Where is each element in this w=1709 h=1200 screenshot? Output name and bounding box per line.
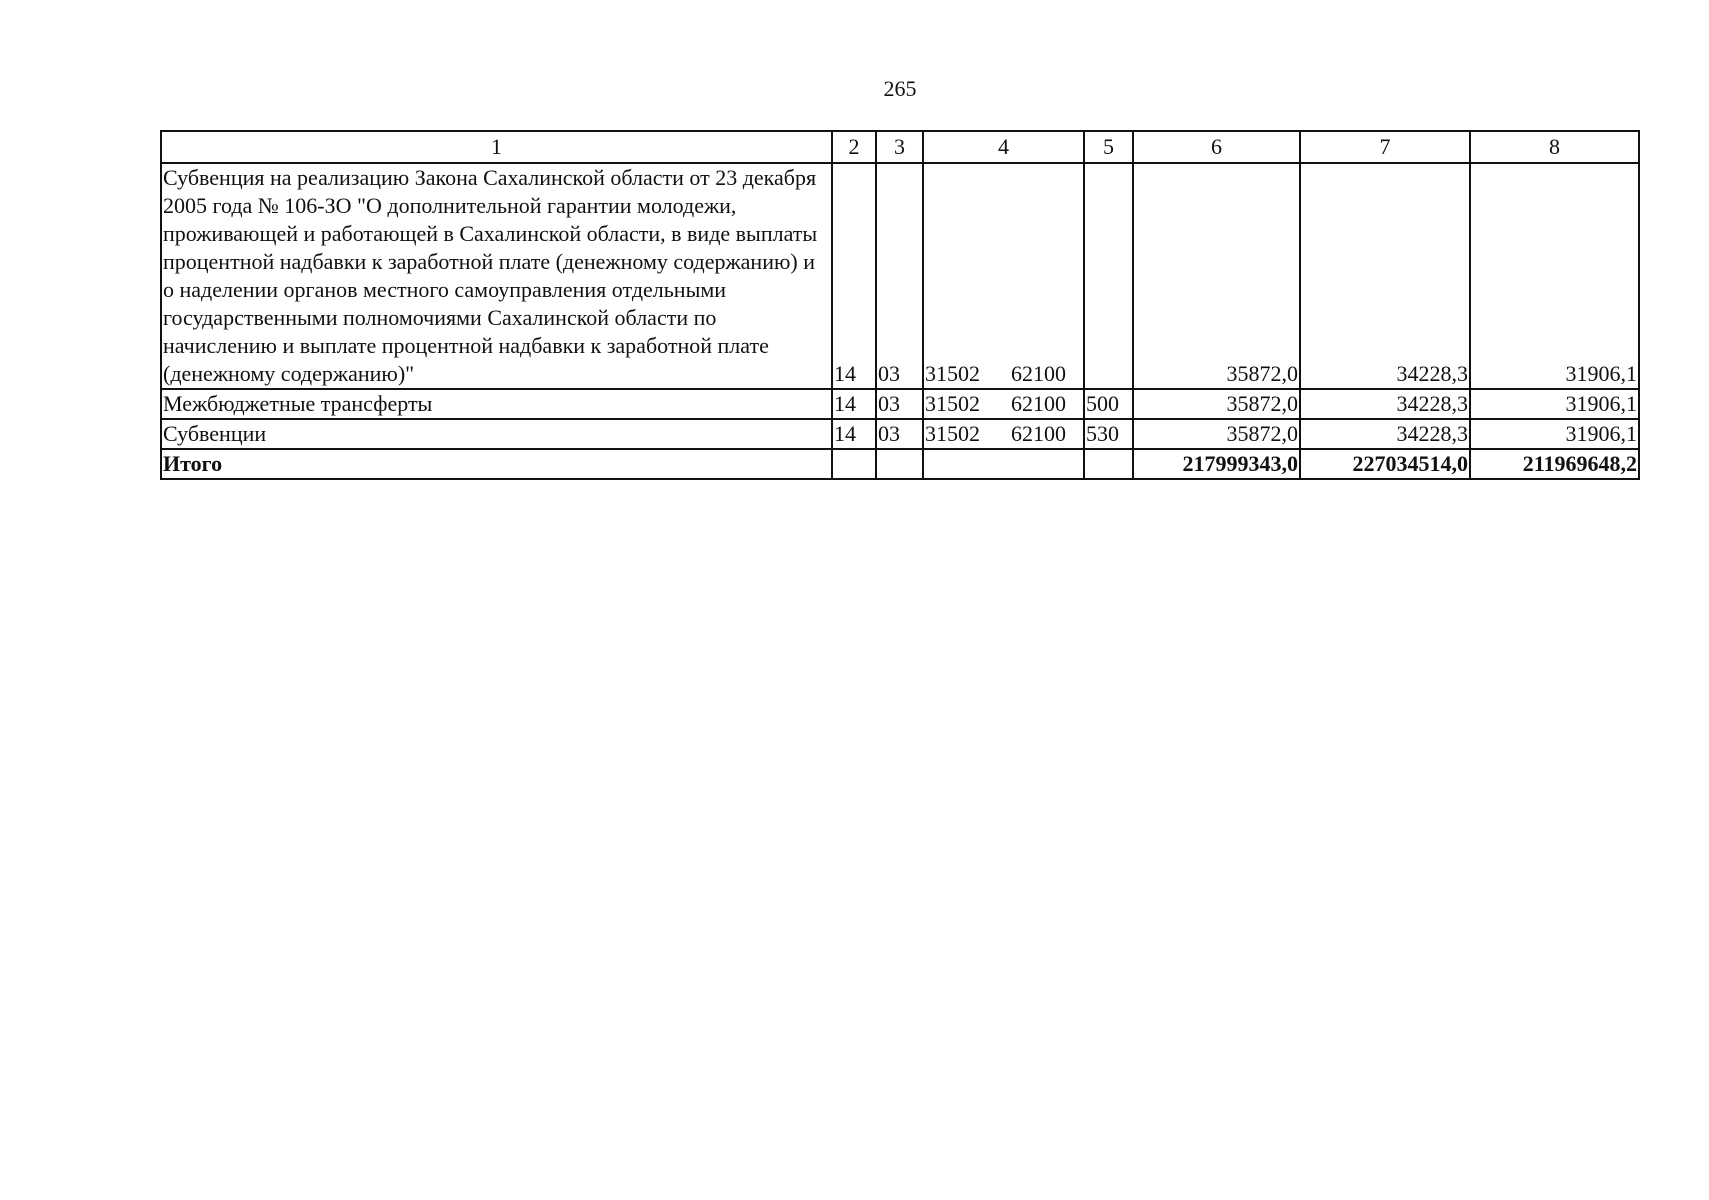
- row-code-5: 530: [1084, 419, 1133, 449]
- total-value-7: 227034514,0: [1300, 449, 1470, 479]
- row-code-4b: 62100: [1011, 391, 1066, 416]
- row-code-5: [1084, 163, 1133, 389]
- column-header-1: 1: [161, 131, 832, 163]
- row-code-5: 500: [1084, 389, 1133, 419]
- row-code-4b: 62100: [1011, 361, 1066, 386]
- total-row: [161, 449, 1639, 479]
- row-value-8: 31906,1: [1470, 163, 1639, 389]
- row-code-3: 03: [876, 389, 923, 419]
- row-name: Межбюджетные трансферты: [161, 389, 832, 419]
- row-code-2: 14: [832, 163, 876, 389]
- row-code-3: 03: [876, 163, 923, 389]
- row-value-6: 35872,0: [1133, 389, 1300, 419]
- column-header-8: 8: [1470, 131, 1639, 163]
- total-value-8: 211969648,2: [1470, 449, 1639, 479]
- column-header-4: 4: [923, 131, 1084, 163]
- header-row: [161, 131, 1639, 163]
- row-code-4: [923, 389, 1084, 419]
- table-row: [161, 419, 1639, 449]
- row-value-6: 35872,0: [1133, 163, 1300, 389]
- row-name: Субвенции: [161, 419, 832, 449]
- table-row: [161, 163, 1639, 389]
- total-value-6: 217999343,0: [1133, 449, 1300, 479]
- total-label: Итого: [161, 449, 832, 479]
- row-code-4a: 31502: [925, 391, 980, 416]
- column-header-2: 2: [832, 131, 876, 163]
- row-value-7: 34228,3: [1300, 419, 1470, 449]
- row-value-6: 35872,0: [1133, 419, 1300, 449]
- row-code-3: 03: [876, 419, 923, 449]
- row-code-4: [923, 163, 1084, 389]
- table-row: [161, 389, 1639, 419]
- total-empty-2: [832, 449, 876, 479]
- row-value-8: 31906,1: [1470, 389, 1639, 419]
- total-empty-5: [1084, 449, 1133, 479]
- total-empty-4: [923, 449, 1084, 479]
- total-empty-3: [876, 449, 923, 479]
- row-value-8: 31906,1: [1470, 419, 1639, 449]
- row-code-2: 14: [832, 419, 876, 449]
- column-header-7: 7: [1300, 131, 1470, 163]
- row-value-7: 34228,3: [1300, 389, 1470, 419]
- row-code-4a: 31502: [925, 421, 980, 446]
- column-header-6: 6: [1133, 131, 1300, 163]
- row-code-4b: 62100: [1011, 421, 1066, 446]
- row-value-7: 34228,3: [1300, 163, 1470, 389]
- row-name: Субвенция на реализацию Закона Сахалинской области от 23 декабря 2005 года № 106-ЗО "О дополнительной гарантии молодежи, проживающей и работающей в Сахалинской области, в виде выплаты процентной надбавки к заработной плате (денежному содержанию) и о наделении органов местного самоуправления отдельными государственными полномочиями Сахалинской области по начислению и выплате процентной надбавки к заработной плате (денежному содержанию)": [161, 163, 832, 389]
- row-code-4a: 31502: [925, 361, 980, 386]
- column-header-5: 5: [1084, 131, 1133, 163]
- budget-table: [160, 130, 1640, 480]
- row-code-4: [923, 419, 1084, 449]
- column-header-3: 3: [876, 131, 923, 163]
- row-code-2: 14: [832, 389, 876, 419]
- page-number: 265: [883, 76, 917, 101]
